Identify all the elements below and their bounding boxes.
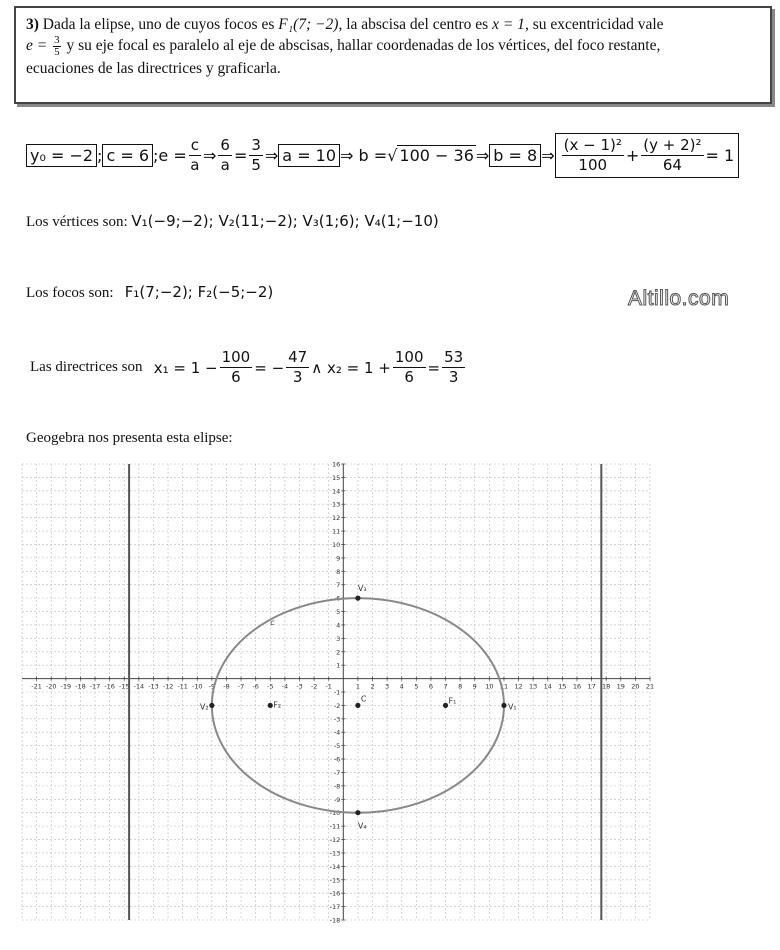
eccentricity-fraction: $\frac{3}{5}$ (54, 34, 60, 58)
implies-arrow: ⇒ (541, 145, 555, 165)
x-tick-label: -11 (177, 682, 188, 691)
vertices-values: V₁(−9;−2); V₂(11;−2); V₃(1;6); V₄(1;−10) (131, 212, 439, 230)
y-tick-label: -11 (329, 822, 341, 831)
foci-label: Los focos son: (26, 285, 114, 301)
y-tick-label: -7 (333, 768, 341, 777)
x-tick-label: -5 (267, 682, 274, 691)
a-box: a = 10 (278, 144, 340, 167)
x-tick-label: 9 (472, 682, 477, 691)
x-tick-label: 8 (458, 682, 463, 691)
ellipse-label: c (270, 617, 275, 627)
x-tick-label: 5 (414, 682, 419, 691)
y-tick-label: 13 (332, 500, 341, 509)
problem-number: 3) (26, 16, 39, 33)
x-tick-label: 1 (355, 682, 360, 691)
center-abscissa: x = 1 (492, 16, 525, 33)
y-tick-label: -16 (329, 889, 341, 898)
c-box: c = 6 (102, 144, 153, 167)
y-tick-label: -9 (333, 795, 341, 804)
implies-arrow: ⇒ (202, 145, 217, 165)
eccentricity-label: e = (26, 37, 48, 55)
implies-arrow: ⇒ (264, 145, 279, 165)
x-tick-label: 11 (499, 682, 509, 691)
x-tick-label: -10 (191, 682, 203, 691)
fraction-100-6-b: $\frac{100}{6}$ (394, 348, 424, 386)
y-tick-label: -1 (333, 688, 341, 697)
y-tick-label: 12 (332, 514, 341, 523)
equals: = (427, 358, 441, 377)
point-marker (355, 596, 360, 601)
foci-line (26, 283, 273, 302)
y-tick-label: -17 (329, 903, 341, 912)
x-tick-label: -7 (237, 682, 245, 691)
y0-box: y₀ = −2 (26, 144, 97, 167)
point-label: V₂ (199, 702, 209, 712)
y-tick-label: -15 (329, 876, 341, 885)
point-marker (355, 703, 360, 708)
y-tick-label: -10 (329, 809, 341, 818)
point-label: V₄ (357, 821, 367, 831)
y-tick-label: 1 (336, 661, 341, 670)
x-tick-label: -15 (118, 682, 130, 691)
y-tick-label: 7 (336, 581, 341, 590)
x-tick-label: 15 (558, 682, 567, 691)
y-tick-label: -6 (333, 755, 341, 764)
x-tick-label: -4 (281, 682, 289, 691)
point-marker (209, 703, 214, 708)
x-tick-label: -16 (104, 682, 115, 691)
x-tick-label: 18 (602, 682, 611, 691)
y-tick-label: -4 (333, 728, 341, 737)
point-label: F₂ (273, 700, 282, 710)
separator: ; (97, 145, 103, 165)
point-marker (355, 810, 360, 815)
equation-term-x: (x − 1)² 100 (563, 135, 622, 174)
y-tick-label: -2 (333, 701, 341, 710)
sqrt-radicand: 100 − 36 (399, 146, 474, 165)
y-tick-label: 15 (332, 473, 341, 482)
directrices-label: Las directrices son (30, 359, 143, 375)
vertices-line (26, 212, 439, 231)
directrices-line (30, 348, 467, 387)
y-tick-label: 6 (336, 594, 341, 603)
ellipse-equation-box: (x − 1)² 100 + $\frac{\text{(y + 2)²}}{64}$ = 1 (555, 133, 740, 178)
x-tick-label: 19 (616, 682, 625, 691)
x-tick-label: 21 (645, 682, 655, 691)
x-tick-label: -13 (148, 682, 159, 691)
b-expression: ⇒ b = (340, 145, 388, 165)
foci-values: F₁(7;−2); F₂(−5;−2) (124, 283, 274, 301)
vertices-label: Los vértices son: (26, 214, 128, 230)
x-tick-label: -6 (252, 682, 259, 691)
x-tick-label: -17 (89, 682, 101, 691)
e-expression: ;e = (153, 145, 187, 165)
y-tick-label: 9 (336, 554, 341, 563)
problem-line3: ecuaciones de las directrices y graficarla. (26, 60, 281, 77)
geogebra-caption: Geogebra nos presenta esta elipse: (26, 430, 233, 446)
x-tick-label: -3 (296, 682, 303, 691)
equals-minus: = − (254, 358, 285, 377)
geogebra-graph (22, 460, 655, 925)
y-tick-label: -14 (329, 862, 341, 871)
problem-statement (14, 6, 772, 104)
x-tick-label: 12 (514, 682, 523, 691)
directrix-x2: ∧ x₂ = 1 + (311, 358, 391, 377)
x-tick-label: 7 (443, 682, 448, 691)
x-tick-label: -14 (133, 682, 145, 691)
problem-line1-b: , la abscisa del centro es (338, 16, 493, 33)
x-tick-label: 16 (572, 682, 582, 691)
y-tick-label: 5 (336, 608, 341, 617)
x-tick-label: 14 (543, 682, 552, 691)
fraction-53-3: $\frac{53}{3}$ (444, 348, 464, 386)
b-box: b = 8 (489, 144, 541, 167)
directrix-x1: x₁ = 1 − (153, 358, 218, 377)
x-tick-label: 17 (587, 682, 596, 691)
problem-line1-c: , su excentricidad vale (524, 16, 664, 33)
y-tick-label: -13 (329, 849, 341, 858)
point-marker (501, 703, 506, 708)
x-tick-label: -8 (223, 682, 230, 691)
y-tick-label: 14 (332, 487, 341, 496)
x-tick-label: -12 (162, 682, 174, 691)
y-tick-label: 4 (336, 621, 341, 630)
solution-derivation: y₀ = −2 ; c = 6 ;e = $\frac{c}{a}$ ⇒ 6 a = 3 5 ⇒ a = 10 ⇒ b = √ 100 − 36 ⇒ b = 8 ⇒ (x − 1)² 100 + $\frac{\text{(y + 2)²}}{64}$ = 1 (26, 124, 739, 186)
y-tick-label: -3 (333, 715, 341, 724)
point-marker (443, 703, 448, 708)
y-tick-label: 8 (336, 567, 341, 576)
x-tick-label: -19 (60, 682, 72, 691)
point-label: C (360, 694, 367, 704)
x-tick-label: -20 (45, 682, 57, 691)
fraction-47-3: $\frac{47}{3}$ (288, 348, 308, 386)
y-tick-label: 2 (336, 648, 341, 657)
x-tick-label: 2 (370, 682, 375, 691)
sqrt-symbol: √ (387, 145, 398, 165)
x-tick-label: -18 (75, 682, 86, 691)
x-tick-label: 20 (631, 682, 640, 691)
fraction-3-over-5: 3 5 (251, 135, 261, 174)
point-marker (268, 703, 273, 708)
problem-line2: y su eje focal es paralelo al eje de abscisas, hallar coordenadas de los vértices, del foco restante, (66, 37, 661, 55)
point-label: V₁ (507, 702, 517, 712)
given-focus: F₁(7; −2) (278, 16, 339, 33)
y-tick-label: 16 (332, 460, 341, 469)
x-tick-label: -9 (208, 682, 216, 691)
y-tick-label: 11 (332, 527, 341, 536)
y-tick-label: -18 (329, 916, 341, 925)
y-tick-label: -8 (333, 782, 341, 791)
point-label: V₃ (357, 584, 367, 594)
equation-rhs: = 1 (705, 145, 735, 165)
y-tick-label: -12 (329, 836, 341, 845)
x-tick-label: 6 (428, 682, 434, 691)
x-tick-label: 3 (385, 682, 390, 691)
implies-arrow: ⇒ (475, 145, 490, 165)
x-tick-label: 10 (485, 682, 494, 691)
x-tick-label: -1 (325, 682, 332, 691)
y-tick-label: -5 (333, 742, 341, 751)
fraction-100-6: $\frac{100}{6}$ (221, 348, 251, 386)
watermark-logo: Altillo.com (628, 287, 730, 310)
problem-line1-a: Dada la elipse, uno de cuyos focos es (42, 16, 279, 33)
y-tick-label: 10 (332, 540, 341, 549)
fraction-6-over-a: 6 a (220, 135, 230, 174)
x-tick-label: -21 (31, 682, 42, 691)
equation-term-y: $\frac{\text{(y + 2)²}}{64}$ (643, 135, 702, 174)
x-tick-label: -2 (310, 682, 318, 691)
y-tick-label: 3 (336, 634, 341, 643)
x-tick-label: 4 (399, 682, 404, 691)
x-tick-label: 13 (529, 682, 538, 691)
point-label: F₁ (448, 696, 457, 706)
fraction-c-over-a: $\frac{c}{a}$ (190, 135, 200, 174)
